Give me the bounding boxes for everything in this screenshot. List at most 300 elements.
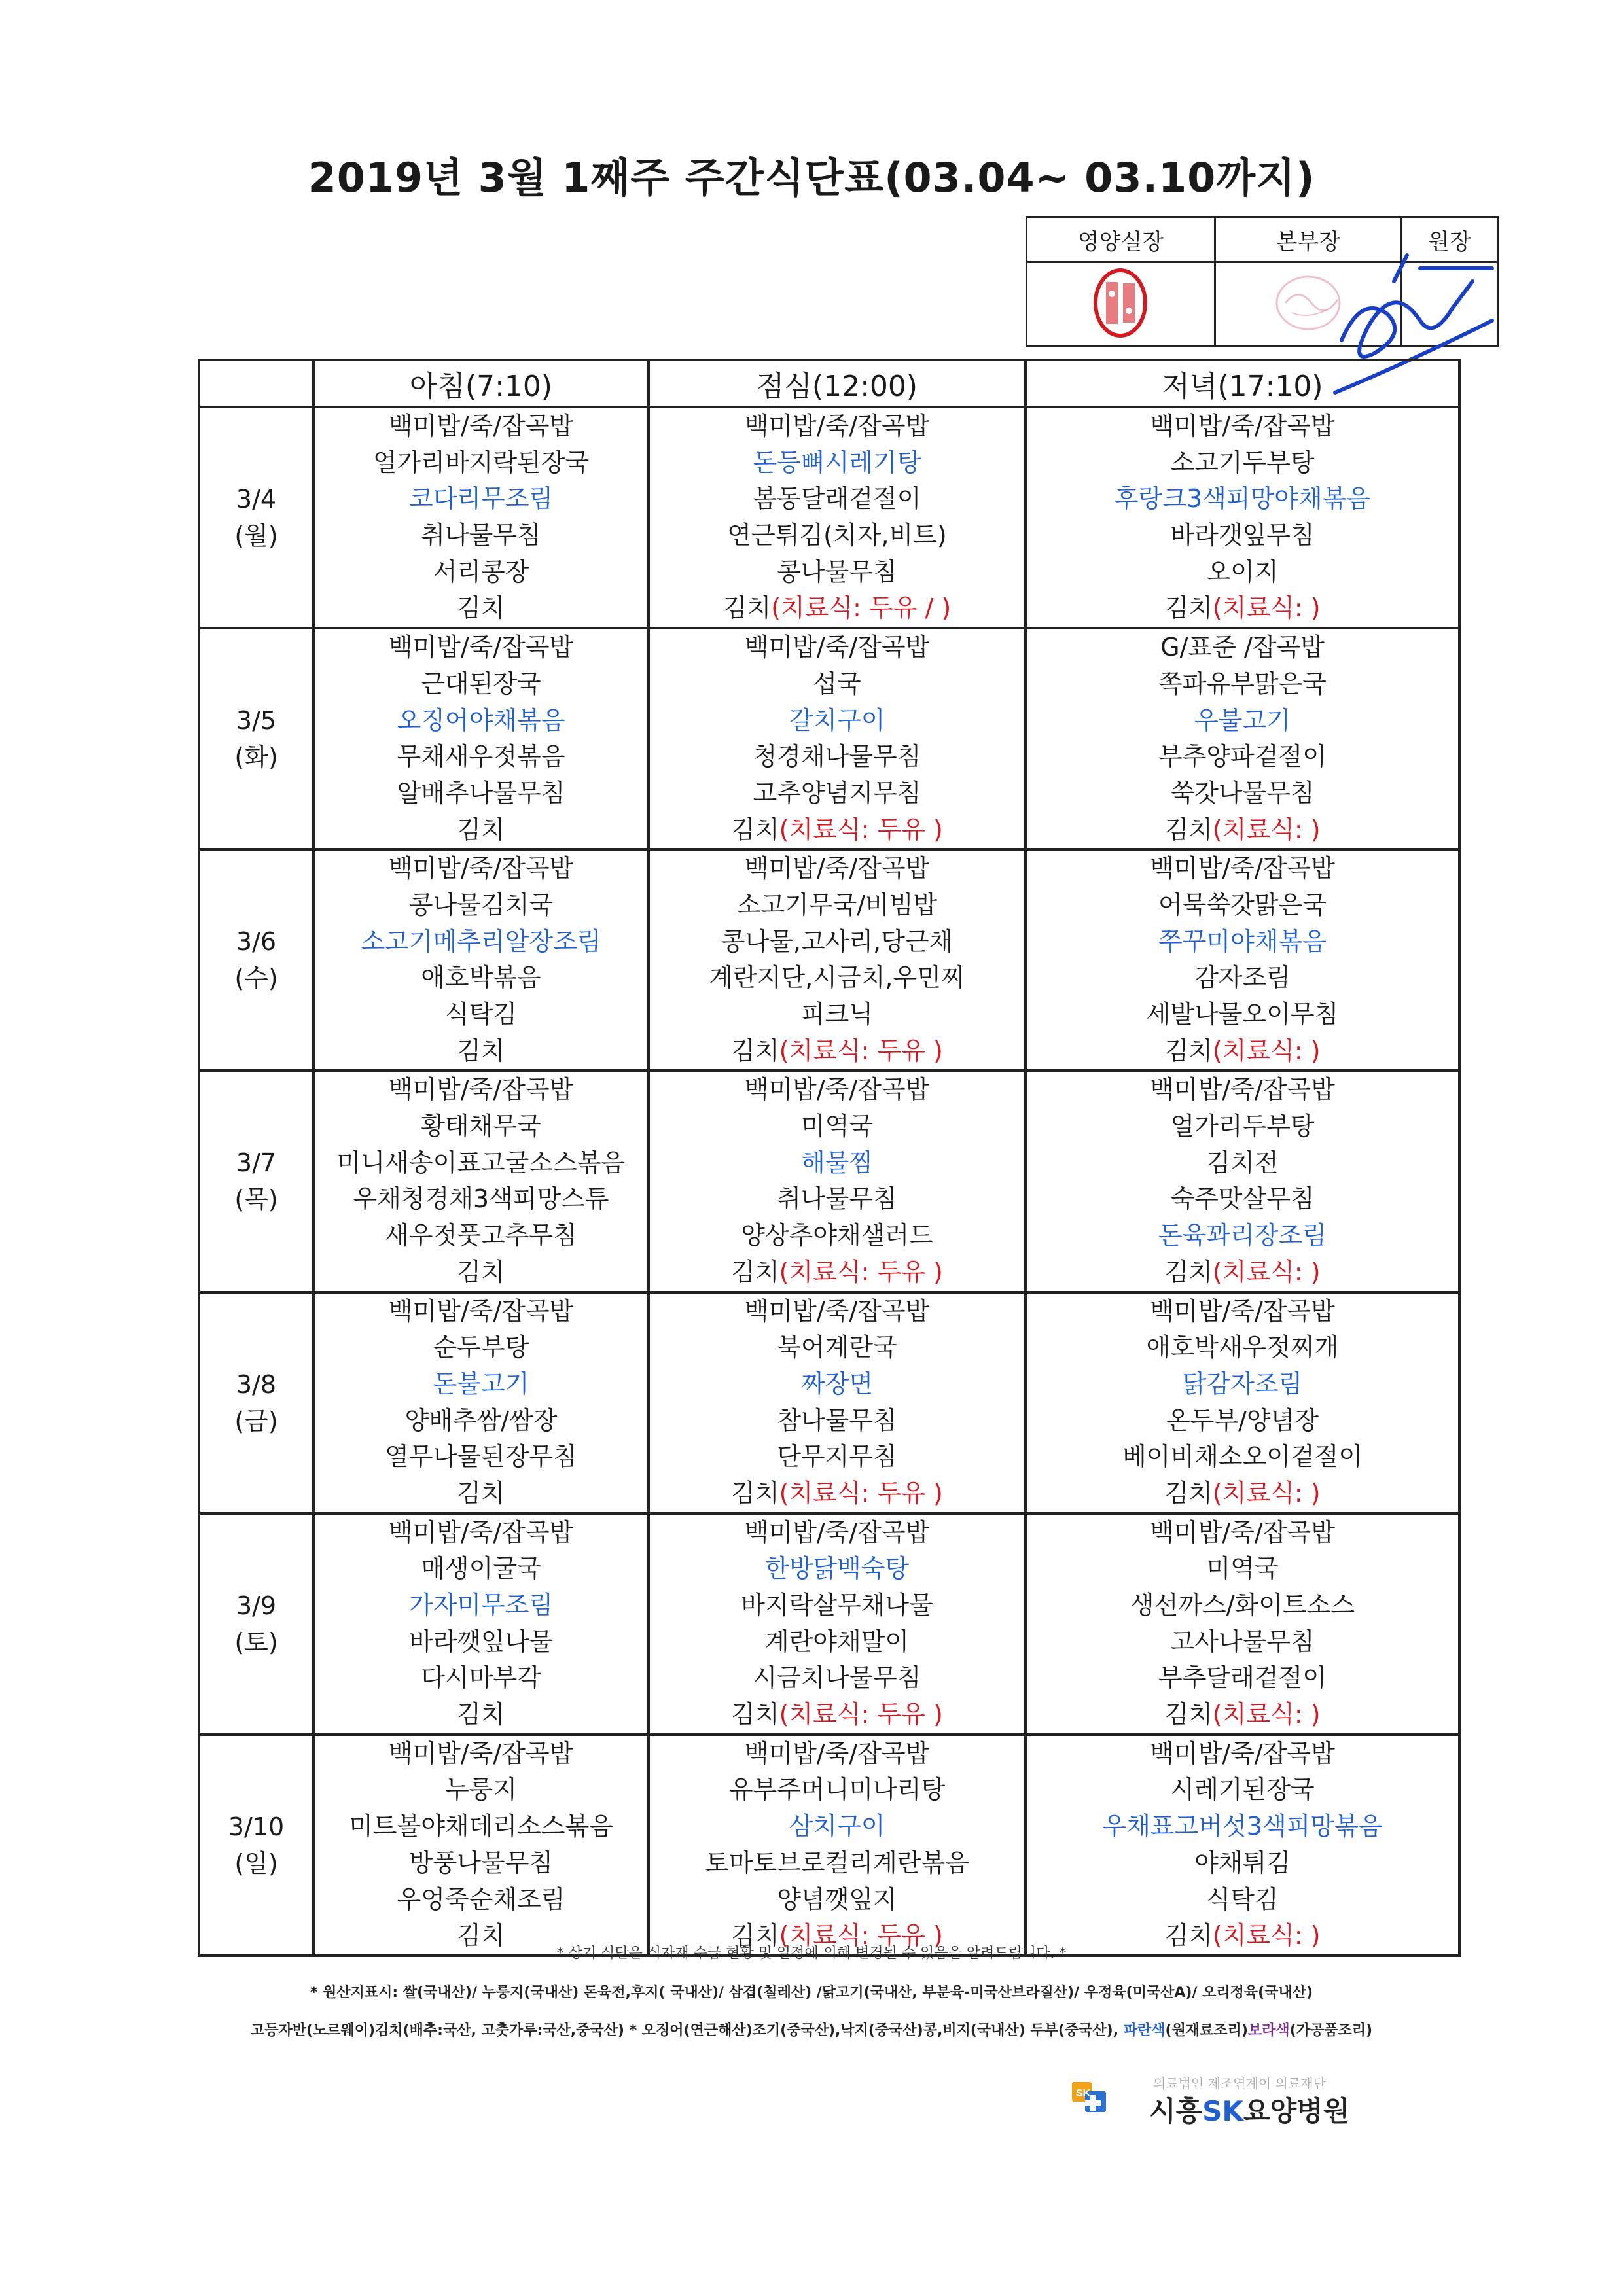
therapeutic-diet-note: (치료식: ) xyxy=(1212,1257,1321,1286)
menu-item-text: 백미밥/죽/잡곡밥 xyxy=(744,1296,930,1326)
therapeutic-diet-note: (치료식: 두유 ) xyxy=(779,1036,943,1065)
menu-item-text: 백미밥/죽/잡곡밥 xyxy=(388,633,574,662)
menu-item xyxy=(315,1551,647,1587)
menu-item xyxy=(650,960,1024,997)
menu-item xyxy=(315,887,647,924)
menu-item xyxy=(1027,1475,1458,1512)
menu-item-text: 시금치나물무침 xyxy=(753,1663,921,1693)
menu-item-text: 황태채무국 xyxy=(421,1112,541,1141)
menu-item-text: 얼가리두부탕 xyxy=(1170,1112,1315,1141)
corner-cell xyxy=(199,360,313,407)
menu-item xyxy=(315,518,647,554)
menu-item xyxy=(650,924,1024,961)
menu-item xyxy=(315,1882,647,1918)
menu-item-text: 우채표고버섯3색피망볶음 xyxy=(1102,1812,1383,1841)
day-weekday: (일) xyxy=(234,1848,278,1878)
menu-item xyxy=(650,997,1024,1033)
menu-item xyxy=(1027,1254,1458,1291)
menu-item xyxy=(315,775,647,812)
menu-item xyxy=(315,1845,647,1882)
menu-item xyxy=(1027,1218,1458,1254)
menu-item xyxy=(315,445,647,482)
day-weekday: (목) xyxy=(234,1185,278,1214)
menu-item-text: 김치 xyxy=(731,1257,779,1286)
menu-item xyxy=(650,1736,1024,1773)
menu-item xyxy=(1027,1439,1458,1475)
menu-item-text: 어묵쑥갓맑은국 xyxy=(1158,890,1327,919)
menu-item xyxy=(650,1660,1024,1697)
menu-item-text: 근대된장국 xyxy=(421,669,541,698)
menu-item xyxy=(1027,445,1458,482)
menu-item xyxy=(1027,666,1458,703)
menu-item xyxy=(650,1072,1024,1108)
menu-item-text: 쭈꾸미야채볶음 xyxy=(1158,927,1327,956)
menu-item-text: 알배추나물무침 xyxy=(397,778,565,807)
menu-item-text: 우채청경채3색피망스튜 xyxy=(353,1184,609,1214)
menu-item-text: 코다리무조림 xyxy=(408,484,554,514)
menu-item xyxy=(315,997,647,1033)
menu-item xyxy=(650,851,1024,887)
menu-item xyxy=(1027,1551,1458,1587)
menu-item xyxy=(650,554,1024,591)
menu-item-text: 순두부탕 xyxy=(433,1333,529,1362)
menu-item xyxy=(315,1181,647,1218)
change-notice: * 상기 식단은 식자재 수급 현황 및 일정에 의해 변경될 수 있음을 알려드립니다. * xyxy=(556,1945,1067,1962)
menu-item-text: 김치 xyxy=(1164,1478,1213,1508)
menu-item-text: 미역국 xyxy=(800,1112,874,1141)
day-row xyxy=(199,1070,1459,1292)
menu-item-text: 김치 xyxy=(731,1921,779,1951)
day-date: 3/8 xyxy=(236,1369,277,1399)
menu-item xyxy=(650,887,1024,924)
menu-item-text: 김치 xyxy=(457,593,505,623)
menu-item xyxy=(650,1882,1024,1918)
header-dinner: 저녁(17:10) xyxy=(1026,360,1459,407)
menu-item-text: 새우젓풋고추무침 xyxy=(385,1221,577,1250)
hospital-name-post: 요양병원 xyxy=(1243,2095,1350,2127)
menu-item xyxy=(1027,408,1458,445)
menu-item-text: 백미밥/죽/잡곡밥 xyxy=(744,1739,930,1768)
menu-item xyxy=(1027,1697,1458,1733)
menu-item-text: 쑥갓나물무침 xyxy=(1170,778,1315,807)
hospital-logo xyxy=(1071,2073,1411,2125)
menu-item xyxy=(650,1845,1024,1882)
menu-item xyxy=(315,1403,647,1439)
menu-item-text: G/표준 /잡곡밥 xyxy=(1160,633,1325,662)
menu-item xyxy=(650,1294,1024,1330)
header-lunch: 점심(12:00) xyxy=(649,360,1026,407)
day-row xyxy=(199,407,1459,628)
menu-item-text: 백미밥/죽/잡곡밥 xyxy=(388,1517,574,1547)
menu-item-text: 김치 xyxy=(457,1036,505,1065)
origin-line-1: * 원산지표시: 쌀(국내산)/ 누룽지(국내산) 돈육전,후지( 국내산)/ 삼겹(칠레산) /닭고기(국내산, 부분육-미국산브라질산)/ 우정육(미국산A)/ 오리정육(국내산) xyxy=(310,1985,1313,2001)
origin-line-2-text: 고등자반(노르웨이)김치(배추:국산, 고춧가루:국산,중국산) * 오징어(연근해산)조기(중국산),낙지(중국산)콩,비지(국내산) 두부(중국산), xyxy=(250,2022,1124,2039)
menu-item xyxy=(1027,775,1458,812)
menu-item xyxy=(315,1809,647,1845)
menu-item-text: 백미밥/죽/잡곡밥 xyxy=(1150,1739,1335,1768)
day-date: 3/9 xyxy=(236,1591,277,1620)
menu-item-text: 서리콩장 xyxy=(433,557,529,586)
menu-item-text: 백미밥/죽/잡곡밥 xyxy=(1150,854,1335,883)
menu-item-text: 돈불고기 xyxy=(433,1369,529,1398)
day-date: 3/7 xyxy=(236,1148,277,1178)
menu-item-text: 김치 xyxy=(731,1036,779,1065)
header-breakfast: 아침(7:10) xyxy=(313,360,649,407)
weekly-menu-table xyxy=(198,359,1461,1957)
menu-item xyxy=(315,1072,647,1108)
menu-item-text: 오징어야채볶음 xyxy=(397,705,565,735)
hospital-name xyxy=(1149,2090,1349,2129)
therapeutic-diet-note: (치료식: ) xyxy=(1212,1036,1321,1065)
lunch-cell xyxy=(649,628,1026,849)
menu-item-text: 시레기된장국 xyxy=(1170,1775,1315,1805)
menu-item-text: 양념깻잎지 xyxy=(777,1884,897,1914)
day-weekday: (월) xyxy=(234,521,278,551)
menu-item-text: 양상추야채샐러드 xyxy=(741,1221,933,1250)
menu-item xyxy=(315,1108,647,1145)
menu-item xyxy=(650,739,1024,775)
dinner-cell xyxy=(1026,1292,1459,1513)
therapeutic-diet-note: (치료식: ) xyxy=(1212,1921,1321,1951)
menu-item xyxy=(315,1033,647,1070)
menu-item xyxy=(650,1033,1024,1070)
breakfast-cell xyxy=(313,1735,649,1956)
menu-item xyxy=(650,1809,1024,1845)
menu-item xyxy=(315,666,647,703)
menu-item-text: 다시마부각 xyxy=(421,1663,541,1693)
menu-item xyxy=(1027,1145,1458,1182)
menu-item xyxy=(315,554,647,591)
menu-item xyxy=(650,1181,1024,1218)
menu-item-text: 백미밥/죽/잡곡밥 xyxy=(388,1075,574,1104)
menu-item-text: 방풍나물무침 xyxy=(408,1848,554,1877)
breakfast-cell xyxy=(313,849,649,1070)
menu-item-text: 김치 xyxy=(731,1478,779,1508)
menu-item-text: 백미밥/죽/잡곡밥 xyxy=(1150,1296,1335,1326)
menu-item-text: 계란야채말이 xyxy=(764,1627,910,1656)
menu-item-text: 야채튀김 xyxy=(1194,1848,1291,1877)
menu-item-text: 쪽파유부맑은국 xyxy=(1158,669,1327,698)
breakfast-cell xyxy=(313,1513,649,1735)
menu-item-text: 콩나물무침 xyxy=(777,557,897,586)
therapeutic-diet-note: (치료식: 두유 ) xyxy=(779,815,943,844)
menu-item-text: 취나물무침 xyxy=(421,521,541,550)
lunch-cell xyxy=(649,1070,1026,1292)
menu-item-text: 김치 xyxy=(1164,1036,1213,1065)
hospital-name-sk: SK xyxy=(1202,2095,1243,2127)
menu-item-text: 김치 xyxy=(457,815,505,844)
menu-item xyxy=(315,1587,647,1624)
day-cell xyxy=(199,628,313,849)
menu-item xyxy=(315,629,647,666)
hospital-name-pre: 시흥 xyxy=(1149,2095,1203,2127)
breakfast-cell xyxy=(313,1070,649,1292)
menu-item xyxy=(315,1366,647,1403)
menu-item xyxy=(650,445,1024,482)
menu-item-text: 소고기무국/비빔밥 xyxy=(736,890,938,919)
lunch-cell xyxy=(649,407,1026,628)
menu-item xyxy=(1027,1072,1458,1108)
legend-purple-desc: (가공품조리) xyxy=(1289,2022,1373,2039)
menu-item-text: 열무나물된장무침 xyxy=(385,1442,577,1472)
menu-item xyxy=(650,1551,1024,1587)
menu-item-text: 우엉죽순채조림 xyxy=(397,1884,565,1914)
day-weekday: (화) xyxy=(234,743,278,772)
menu-item-text: 갈치구이 xyxy=(789,705,885,735)
day-cell xyxy=(199,849,313,1070)
dinner-cell xyxy=(1026,1070,1459,1292)
menu-item-text: 생선까스/화이트소스 xyxy=(1130,1591,1355,1619)
menu-item xyxy=(650,1108,1024,1145)
therapeutic-diet-note: (치료식: ) xyxy=(1212,1478,1321,1508)
menu-item-text: 청경채나물무침 xyxy=(753,742,921,771)
menu-item xyxy=(1027,887,1458,924)
day-date: 3/6 xyxy=(236,927,277,957)
menu-item-text: 애호박볶음 xyxy=(421,963,541,993)
therapeutic-diet-note: (치료식: 두유 ) xyxy=(779,1478,943,1508)
therapeutic-diet-note: (치료식: 두유 ) xyxy=(779,1700,943,1729)
menu-item xyxy=(1027,997,1458,1033)
menu-item-text: 애호박새우젓찌개 xyxy=(1146,1333,1339,1362)
menu-item-text: 가자미무조림 xyxy=(408,1591,554,1619)
menu-item-text: 김치 xyxy=(457,1921,505,1951)
menu-item-text: 백미밥/죽/잡곡밥 xyxy=(1150,1075,1335,1104)
menu-item-text: 연근튀김(치자,비트) xyxy=(727,521,947,550)
therapeutic-diet-note: (치료식: ) xyxy=(1212,1700,1321,1729)
menu-item xyxy=(315,1697,647,1733)
menu-item xyxy=(650,775,1024,812)
menu-item-text: 김치 xyxy=(457,1257,505,1286)
menu-item xyxy=(1027,1587,1458,1624)
menu-item xyxy=(315,1439,647,1475)
menu-item xyxy=(1027,1294,1458,1330)
menu-item-text: 미역국 xyxy=(1206,1554,1279,1583)
day-row xyxy=(199,1292,1459,1513)
menu-item-text: 백미밥/죽/잡곡밥 xyxy=(1150,412,1335,440)
menu-item xyxy=(315,1515,647,1551)
menu-item-text: 참나물무침 xyxy=(777,1405,897,1435)
menu-item-text: 계란지단,시금치,우민찌 xyxy=(709,963,965,993)
menu-item xyxy=(315,1772,647,1809)
legend-blue: 파란색 xyxy=(1123,2022,1166,2039)
menu-item-text: 섭국 xyxy=(813,669,861,698)
menu-item-text: 북어계란국 xyxy=(777,1333,897,1362)
menu-item-text: 백미밥/죽/잡곡밥 xyxy=(744,1517,930,1547)
menu-item xyxy=(1027,1330,1458,1366)
lunch-cell xyxy=(649,1735,1026,1956)
menu-item-text: 고추양념지무침 xyxy=(753,778,921,807)
dinner-cell xyxy=(1026,1735,1459,1956)
menu-item xyxy=(315,703,647,739)
menu-item-text: 김치전 xyxy=(1206,1148,1279,1177)
menu-item-text: 미니새송이표고굴소스볶음 xyxy=(336,1148,626,1177)
day-cell xyxy=(199,1292,313,1513)
menu-item xyxy=(1027,518,1458,554)
menu-item-text: 취나물무침 xyxy=(777,1184,897,1214)
menu-item xyxy=(1027,1181,1458,1218)
menu-item-text: 김치 xyxy=(731,815,779,844)
menu-item xyxy=(650,1439,1024,1475)
menu-item xyxy=(315,1736,647,1773)
menu-item-text: 짜장면 xyxy=(800,1369,874,1398)
menu-item xyxy=(650,1772,1024,1809)
menu-item-text: 고사나물무침 xyxy=(1170,1627,1315,1656)
therapeutic-diet-note: (치료식: ) xyxy=(1212,815,1321,844)
day-cell xyxy=(199,1513,313,1735)
menu-item xyxy=(1027,851,1458,887)
dinner-cell xyxy=(1026,1513,1459,1735)
menu-item-text: 김치 xyxy=(457,1700,505,1729)
day-cell xyxy=(199,1735,313,1956)
menu-item-text: 김치 xyxy=(731,1700,779,1729)
menu-item-text: 닭감자조림 xyxy=(1182,1369,1303,1398)
menu-item xyxy=(315,960,647,997)
menu-item xyxy=(315,1624,647,1661)
menu-item-text: 김치 xyxy=(1164,593,1213,623)
day-row xyxy=(199,1735,1459,1956)
menu-item-text: 피크닉 xyxy=(800,1000,874,1029)
menu-item xyxy=(1027,590,1458,627)
menu-item xyxy=(1027,1515,1458,1551)
origin-line-2 xyxy=(0,2019,1623,2040)
menu-item-text: 한방닭백숙탕 xyxy=(764,1554,910,1583)
menu-item xyxy=(1027,554,1458,591)
menu-item-text: 세발나물오이무침 xyxy=(1146,1000,1339,1029)
menu-item-text: 감자조림 xyxy=(1194,963,1291,993)
menu-item-text: 우불고기 xyxy=(1194,705,1291,735)
menu-item xyxy=(315,739,647,775)
menu-item xyxy=(1027,1660,1458,1697)
menu-item-text: 소고기두부탕 xyxy=(1170,448,1315,477)
menu-item-text: 숙주맛살무침 xyxy=(1170,1184,1315,1214)
menu-item xyxy=(315,1145,647,1182)
menu-item xyxy=(650,1218,1024,1254)
menu-item xyxy=(1027,1624,1458,1661)
lunch-cell xyxy=(649,1292,1026,1513)
menu-item-text: 미트볼야채데리소스볶음 xyxy=(349,1812,613,1841)
menu-item xyxy=(650,1330,1024,1366)
menu-item xyxy=(315,481,647,518)
day-row xyxy=(199,1513,1459,1735)
breakfast-cell xyxy=(313,1292,649,1513)
menu-item-text: 바라깻잎나물 xyxy=(408,1627,554,1656)
menu-item-text: 콩나물김치국 xyxy=(408,890,554,919)
approval-nutrition-label: 영양실장 xyxy=(1027,217,1215,262)
menu-item-text: 토마토브로컬리계란볶음 xyxy=(705,1848,969,1877)
menu-item xyxy=(650,1403,1024,1439)
menu-item xyxy=(650,666,1024,703)
menu-item xyxy=(1027,1845,1458,1882)
menu-item-text: 양배추쌈/쌈장 xyxy=(404,1405,558,1435)
menu-item xyxy=(315,924,647,961)
svg-text:SK: SK xyxy=(1076,2088,1091,2099)
menu-item-text: 부추달래겉절이 xyxy=(1158,1663,1327,1693)
menu-item xyxy=(1027,481,1458,518)
menu-item-text: 부추양파겉절이 xyxy=(1158,742,1327,771)
day-date: 3/5 xyxy=(236,706,277,735)
menu-item-text: 백미밥/죽/잡곡밥 xyxy=(388,854,574,883)
breakfast-cell xyxy=(313,628,649,849)
menu-item xyxy=(315,812,647,849)
menu-item xyxy=(1027,1108,1458,1145)
menu-item-text: 단무지무침 xyxy=(777,1442,897,1472)
menu-item-text: 베이비채소오이겉절이 xyxy=(1122,1442,1363,1472)
day-cell xyxy=(199,407,313,628)
menu-item xyxy=(315,1475,647,1512)
day-date: 3/10 xyxy=(228,1812,285,1841)
menu-item-text: 유부주머니미나리탕 xyxy=(728,1775,946,1805)
legend-blue-desc: (원재료조리) xyxy=(1165,2022,1248,2039)
menu-item-text: 얼가리바지락된장국 xyxy=(372,448,590,477)
menu-item-text: 김치 xyxy=(1164,1700,1213,1729)
menu-item xyxy=(650,1145,1024,1182)
menu-item-text: 백미밥/죽/잡곡밥 xyxy=(744,854,930,883)
menu-item-text: 백미밥/죽/잡곡밥 xyxy=(744,633,930,662)
lunch-cell xyxy=(649,849,1026,1070)
menu-item-text: 무채새우젓볶음 xyxy=(397,742,565,771)
menu-item-text: 후랑크3색피망야채볶음 xyxy=(1114,484,1371,514)
menu-item-text: 바지락살무채나물 xyxy=(741,1591,933,1619)
menu-item-text: 백미밥/죽/잡곡밥 xyxy=(388,1739,574,1768)
menu-item-text: 백미밥/죽/잡곡밥 xyxy=(388,1296,574,1326)
menu-item-text: 오이지 xyxy=(1206,557,1279,586)
therapeutic-diet-note: (치료식: 두유 ) xyxy=(779,1921,943,1951)
menu-item-text: 매생이굴국 xyxy=(421,1554,541,1583)
day-row xyxy=(199,849,1459,1070)
menu-item xyxy=(1027,1736,1458,1773)
menu-item-text: 백미밥/죽/잡곡밥 xyxy=(388,412,574,440)
menu-item xyxy=(1027,1366,1458,1403)
hospital-subtitle: 의료법인 제조연계이 의료재단 xyxy=(1153,2075,1326,2091)
breakfast-cell xyxy=(313,407,649,628)
menu-item xyxy=(1027,703,1458,739)
dinner-cell xyxy=(1026,628,1459,849)
menu-item-text: 김치 xyxy=(1164,815,1213,844)
menu-item-text: 바라갯잎무침 xyxy=(1170,521,1315,550)
menu-item-text: 해물찜 xyxy=(800,1148,874,1177)
menu-item xyxy=(315,1330,647,1366)
menu-item xyxy=(650,1587,1024,1624)
menu-item xyxy=(1027,629,1458,666)
menu-item-text: 식탁김 xyxy=(1206,1884,1279,1914)
therapeutic-diet-note: (치료식: ) xyxy=(1212,593,1321,623)
menu-item-text: 소고기메추리알장조림 xyxy=(361,927,601,956)
menu-item xyxy=(650,1624,1024,1661)
menu-item-text: 김치 xyxy=(1164,1921,1213,1951)
menu-item xyxy=(315,1294,647,1330)
legend-purple: 보라색 xyxy=(1247,2022,1290,2039)
menu-item xyxy=(315,851,647,887)
menu-item xyxy=(1027,1772,1458,1809)
menu-item xyxy=(650,481,1024,518)
menu-item xyxy=(315,1254,647,1291)
menu-item xyxy=(650,408,1024,445)
menu-item-text: 온두부/양념장 xyxy=(1166,1405,1319,1435)
day-weekday: (수) xyxy=(234,964,278,993)
menu-item-text: 김치 xyxy=(1164,1257,1213,1286)
day-row xyxy=(199,628,1459,849)
menu-item xyxy=(1027,739,1458,775)
menu-item xyxy=(650,1697,1024,1733)
menu-item xyxy=(315,590,647,627)
menu-item xyxy=(650,1475,1024,1512)
menu-item-text: 삼치구이 xyxy=(789,1812,885,1841)
menu-item xyxy=(315,1660,647,1697)
therapeutic-diet-note: (치료식: 두유 / ) xyxy=(771,593,952,623)
menu-item-text: 백미밥/죽/잡곡밥 xyxy=(744,412,930,440)
menu-item-text: 누룽지 xyxy=(444,1775,518,1805)
menu-item-text: 김치 xyxy=(457,1478,505,1508)
